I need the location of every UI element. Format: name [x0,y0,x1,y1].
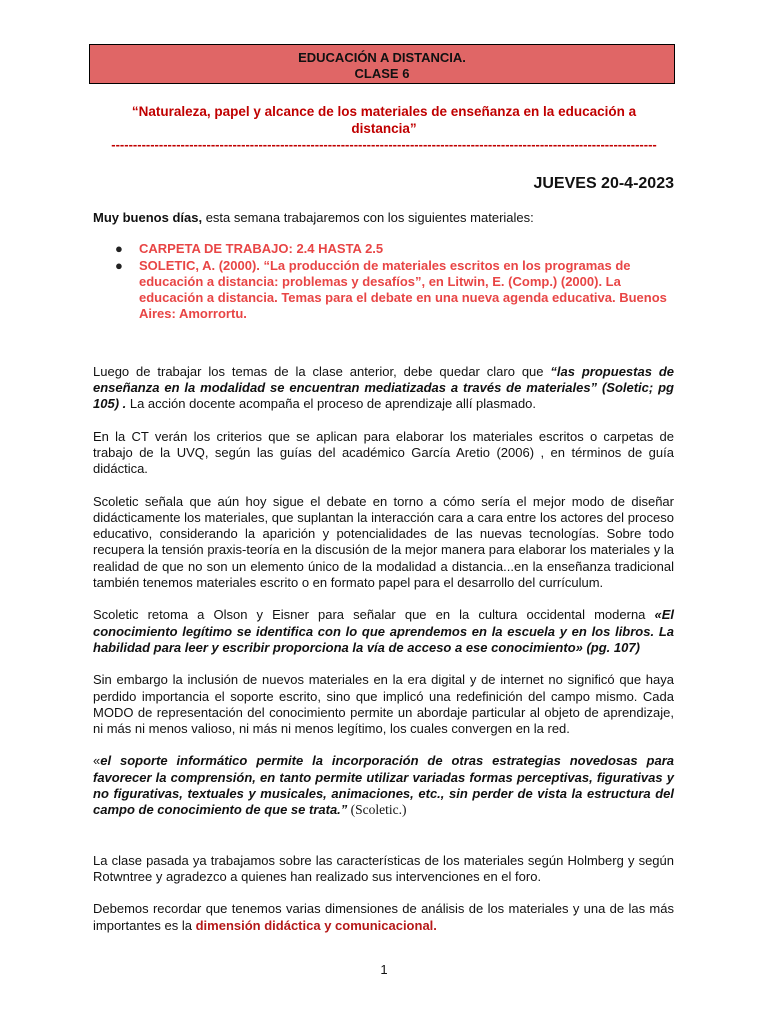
p4-text-a: Scoletic retoma a Olson y Eisner para señalar que en la cultura occidental moderna [93,607,655,623]
separator-line: ------------------------------------------------------------------------------------------------------------------------------ [111,138,657,152]
paragraph-mediatizadas [93,364,674,413]
paragraph-debate: Scoletic señala que aún hoy sigue el debate en torno a cómo sería el mejor modo de diseñar didácticamente los materiales, que suplantan la interacción cara a cara entre los actores del proceso educativo, considerando la aparición y potencialidades de las nuevas tecnologías. Sobre todo recupera la tensión praxis-teoría en la discusión de la mejor manera para elaborar los materiales y la realidad de que no son un elemento único de la modalidad a distancia...en la enseñanza tradicional también tenemos materiales escrito o en formato papel para el desarrollo del currículum. [93,493,674,591]
p8-text-a: Debemos recordar que tenemos varias dimensiones de análisis de los materiales y una de las más importantes es la [93,901,674,933]
paragraph-dimensiones [93,901,674,934]
p1-text-a: Luego de trabajar los temas de la clase anterior, debe quedar claro que [93,363,551,379]
list-item [115,241,674,257]
document-body [93,210,674,950]
class-subtitle: “Naturaleza, papel y alcance de los materiales de enseñanza en la educación a distancia” [131,104,637,136]
greeting: Muy buenos días, [93,210,203,225]
bullet-icon: ● [115,257,123,273]
class-date: JUEVES 20-4-2023 [533,175,674,192]
p1-quote: “las propuestas de enseñanza en la modalidad se encuentran mediatizadas a través de materiales” (Soletic; pg 105) . [93,363,674,412]
paragraph-soporte-informatico [93,753,674,818]
paragraph-criterios: En la CT verán los criterios que se aplican para elaborar los materiales escritos o carpetas de trabajo de la UVQ, según las guías del académico García Aretio (2006) , en términos de guía didáctica. [93,428,674,477]
class-header-box [89,44,675,84]
p1-text-c: La acción docente acompaña el proceso de aprendizaje allí plasmado. [126,396,537,412]
p6-citation: (Scoletic.) [347,802,407,818]
intro-text: esta semana trabajaremos con los siguientes materiales: [202,210,534,225]
p6-quote: el soporte informático permite la incorporación de otras estrategias novedosas para favorecer la comprensión, en tanto permite utilizar variadas formas perceptivas, figurativas y no figurativas, textuales y musicales, animaciones, etc., sin perder de vista la estructura del campo de conocimiento de que se trata.” [93,753,674,818]
list-item [115,257,674,323]
material-text: SOLETIC, A. (2000). “La producción de materiales escritos en los programas de educación a distancia: problemas y desafíos”, en Litwin, E. (Comp.) (2000). La educación a distancia. Temas para el debate en una nueva agenda educativa. Buenos Aires: Amorrortu. [139,257,667,322]
p4-quote: «El conocimiento legítimo se identifica con lo que aprendemos en la escuela y en los libros. La habilidad para leer y escribir proporciona la vía de acceso a ese conocimiento» (pg. 107) [93,607,674,655]
materials-list [93,241,674,322]
material-text: CARPETA DE TRABAJO: 2.4 HASTA 2.5 [139,241,384,257]
intro-paragraph [93,210,674,226]
p8-emphasis: dimensión didáctica y comunicacional. [195,917,437,933]
paragraph-olson-eisner [93,607,674,656]
page-number: 1 [380,962,388,977]
bullet-icon: ● [115,241,123,257]
header-title-line1: EDUCACIÓN A DISTANCIA. [298,50,466,65]
p6-open-quote: « [93,753,101,769]
paragraph-clase-pasada: La clase pasada ya trabajamos sobre las características de los materiales según Holmberg y según Rotwntree y agradezco a quienes han realizado sus intervenciones en el foro. [93,852,674,884]
header-title-line2: CLASE 6 [354,66,410,81]
paragraph-era-digital: Sin embargo la inclusión de nuevos materiales en la era digital y de internet no significó que haya perdido importancia el soporte escrito, sino que implicó una redefinición del campo mismo. Cada MODO de representación del conocimiento permite un abordaje particular al objeto de aprendizaje, ni más ni menos valioso, ni más ni menos legítimo, los cuales convergen en la red. [93,672,674,737]
